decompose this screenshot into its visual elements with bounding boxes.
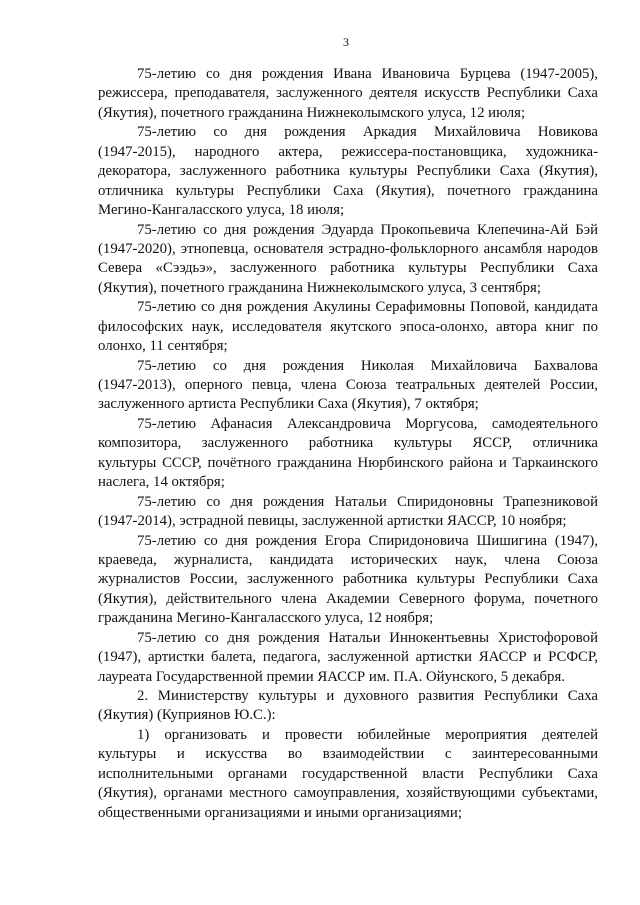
text-line: (Якутия) (Куприянов Ю.С.): <box>98 707 276 724</box>
text-line: 75-летию со дня рождения Николая Михайловича Бахвалова <box>137 357 598 374</box>
text-line: культуры СССР, почётного гражданина Нюрбинского района и Таркаинского <box>98 454 598 471</box>
text-line: (1947-2013), оперного певца, члена Союза театральных деятелей России, <box>98 377 598 393</box>
document-body <box>98 65 598 823</box>
text-line: олонхо, 11 сентября; <box>98 338 228 355</box>
text-line: 1) организовать и провести юбилейные мероприятия деятелей <box>137 726 598 743</box>
text-line: декоратора, заслуженного работника культуры Республики Саха (Якутия), <box>98 163 598 180</box>
anniversary-entry <box>98 415 598 493</box>
text-line: краеведа, журналиста, кандидата исторических наук, члена Союза <box>98 551 598 568</box>
anniversary-entry <box>98 298 598 356</box>
text-line: 75-летию со дня рождения Натальи Спиридоновны Трапезниковой <box>137 493 598 510</box>
text-line: лауреата Государственной премии ЯАССР им. П.А. Ойунского, 5 декабря. <box>98 668 565 685</box>
text-line: (1947-2020), этнопевца, основателя эстрадно-фольклорного ансамбля народов <box>98 240 598 257</box>
text-line: (Якутия), почетного гражданина Нижнеколымского улуса, 12 июля; <box>98 104 526 121</box>
text-line: Севера «Сээдьэ», заслуженного работника культуры Республики Саха <box>98 260 598 277</box>
text-line: Мегино-Кангаласского улуса, 18 июля; <box>98 202 345 219</box>
page-number: 3 <box>343 35 349 49</box>
text-line: гражданина Мегино-Кангаласского улуса, 12 ноября; <box>98 610 434 627</box>
text-line: (Якутия), почетного гражданина Нижнеколымского улуса, 3 сентября; <box>98 279 541 296</box>
anniversary-entry <box>98 357 598 415</box>
clause-2 <box>98 687 598 726</box>
text-line: 75-летию со дня рождения Егора Спиридоновича Шишигина (1947), <box>137 532 598 549</box>
text-line: 75-летию со дня рождения Аркадия Михайловича Новикова <box>137 124 598 141</box>
text-line: (1947-2015), народного актера, режиссера-постановщика, художника- <box>98 143 598 160</box>
text-line: 75-летию со дня рождения Акулины Серафимовны Поповой, кандидата <box>137 299 598 316</box>
text-line: отличника культуры Республики Саха (Якутия), почетного гражданина <box>98 182 598 199</box>
text-line: 75-летию со дня рождения Натальи Иннокентьевны Христофоровой <box>137 629 598 646</box>
text-line: наслега, 14 октября; <box>98 474 225 491</box>
text-line: исполнительными органами государственной власти Республики Саха <box>98 765 598 782</box>
text-line: (1947), артистки балета, педагога, заслуженной артистки ЯАССР и РСФСР, <box>98 649 598 666</box>
text-line: культуры и искусства во взаимодействии с заинтересованными <box>98 746 598 763</box>
anniversary-entry <box>98 221 598 299</box>
anniversary-entry <box>98 629 598 687</box>
text-line: режиссера, преподавателя, заслуженного деятеля искусств Республики Саха <box>98 85 598 102</box>
text-line: общественными организациями и иными организациями; <box>98 804 462 821</box>
text-line: журналистов России, заслуженного работника культуры Республики Саха <box>98 571 598 588</box>
anniversary-entry <box>98 532 598 629</box>
text-line: (Якутия), действительного члена Академии Северного форума, почетного <box>98 590 598 607</box>
anniversary-entry <box>98 123 598 220</box>
text-line: 75-летию со дня рождения Эдуарда Прокопьевича Клепечина-Ай Бэй <box>137 221 598 238</box>
text-line: философских наук, исследователя якутского эпоса-олонхо, автора книг по <box>98 318 598 335</box>
text-line: (Якутия), органами местного самоуправления, хозяйствующими субъектами, <box>98 785 598 802</box>
text-line: 2. Министерству культуры и духовного развития Республики Саха <box>137 688 598 704</box>
anniversary-entry <box>98 493 598 532</box>
text-line: 75-летию Афанасия Александровича Моргусова, самодеятельного <box>137 415 598 432</box>
subclause-1 <box>98 726 598 823</box>
text-line: (1947-2014), эстрадной певицы, заслуженной артистки ЯАССР, 10 ноября; <box>98 513 567 530</box>
text-line: 75-летию со дня рождения Ивана Ивановича Бурцева (1947-2005), <box>137 66 598 82</box>
anniversary-entry <box>98 65 598 123</box>
text-line: заслуженного артиста Республики Саха (Якутия), 7 октября; <box>98 396 479 413</box>
text-line: композитора, заслуженного работника культуры ЯССР, отличника <box>98 435 598 452</box>
